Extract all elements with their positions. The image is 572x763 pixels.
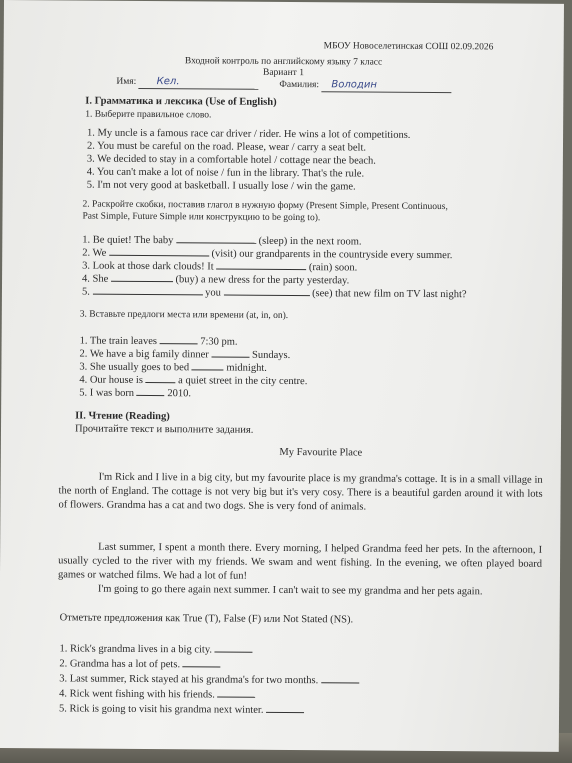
name-field[interactable] bbox=[139, 76, 259, 90]
statement-row bbox=[59, 641, 252, 656]
surname-label: Фамилия: bbox=[279, 79, 320, 91]
statement-text: 2. Grandma has a lot of pets. bbox=[59, 658, 181, 671]
answer-blank[interactable] bbox=[160, 334, 198, 344]
answer-blank[interactable] bbox=[216, 259, 306, 270]
surname-field[interactable] bbox=[321, 79, 451, 93]
item-text: 7:30 pm. bbox=[200, 336, 238, 348]
statement-row bbox=[59, 686, 255, 701]
answer-blank[interactable] bbox=[176, 233, 256, 244]
reading-paragraph: I'm Rick and I live in a big city, but my favourite place is my grandma's cottage. It is in a small village in the north of England. The cottage is not very big but it's very cosy. There is a beautiful garden around it with lots of flowers. Grandma has a cat and two dogs. She is very fond of animals. bbox=[58, 471, 543, 513]
answer-blank[interactable] bbox=[218, 688, 256, 698]
task1-item: 2. You must be careful on the road. Please, wear / carry a seat belt. bbox=[86, 140, 367, 154]
item-text: (buy) a new dress for the party yesterday. bbox=[175, 274, 350, 287]
item-text: (visit) our grandparents in the countryside every summer. bbox=[211, 248, 453, 262]
surname-handwriting: Володин bbox=[331, 79, 377, 91]
answer-blank[interactable] bbox=[223, 286, 309, 297]
reading-paragraph: I'm going to go there again next summer. I can't wait to see my grandma and her pets again. bbox=[97, 583, 483, 598]
reading-title: My Favourite Place bbox=[279, 446, 363, 459]
item-number: 2. bbox=[82, 247, 91, 259]
item-text: Look at those dark clouds! It bbox=[92, 260, 214, 273]
item-text: 5. I was born bbox=[79, 387, 135, 399]
task1-item: 3. We decided to stay in a comfortable hotel / cottage near the beach. bbox=[86, 153, 376, 167]
item-text: 1. The train leaves bbox=[79, 335, 158, 348]
item-text: We bbox=[92, 247, 107, 259]
answer-blank[interactable] bbox=[266, 703, 304, 713]
statement-text: 3. Last summer, Rick stayed at his grandma's for two months. bbox=[59, 673, 319, 687]
section2-instruction: Прочитайте текст и выполните задания. bbox=[74, 423, 254, 436]
answer-blank[interactable] bbox=[92, 285, 202, 296]
variant-label: Вариант 1 bbox=[262, 67, 305, 79]
item-text: 2010. bbox=[167, 388, 191, 400]
item-text: Be quiet! The baby bbox=[92, 234, 174, 247]
statement-text: 5. Rick is going to visit his grandma next winter. bbox=[59, 703, 264, 716]
answer-blank[interactable] bbox=[211, 347, 249, 357]
item-text: Sundays. bbox=[252, 349, 291, 362]
name-label: Имя: bbox=[116, 76, 137, 87]
task2-item bbox=[82, 285, 467, 302]
name-handwriting: Кел. bbox=[156, 76, 180, 88]
task3-instruction: 3. Вставьте предлоги места или времени (at, in, on). bbox=[79, 309, 289, 321]
statement-text: 1. Rick's grandma lives in a big city. bbox=[59, 643, 213, 656]
answer-blank[interactable] bbox=[137, 386, 165, 396]
answer-blank[interactable] bbox=[192, 360, 224, 370]
answer-blank[interactable] bbox=[321, 673, 359, 683]
task1-item: 1. My uncle is a famous race car driver / rider. He wins a lot of competitions. bbox=[87, 127, 411, 141]
task3-item bbox=[79, 386, 191, 401]
item-text: (rain) soon. bbox=[308, 262, 358, 274]
task1-item: 4. You can't make a lot of noise / fun in the library. That's the rule. bbox=[86, 166, 365, 180]
statement-row bbox=[59, 701, 304, 717]
item-text: She bbox=[92, 273, 109, 285]
school-date: МБОУ Новоселетинская СОШ 02.09.2026 bbox=[323, 41, 494, 53]
item-text: you bbox=[205, 287, 221, 299]
reading-paragraph: Last summer, I spent a month there. Every morning, I helped Grandma feed her pets. In the afternoon, I usually cycled to the river with my friends. We swam and went fishing. In the evening, we often played board games or watched films. We had a lot of fun! bbox=[57, 541, 543, 582]
answer-blank[interactable] bbox=[109, 246, 209, 257]
statement-row bbox=[59, 656, 220, 671]
answer-blank[interactable] bbox=[215, 642, 253, 652]
section1-heading: I. Грамматика и лексика (Use of English) bbox=[85, 95, 277, 108]
item-text: 4. Our house is bbox=[79, 374, 143, 386]
statement-text: 4. Rick went fishing with his friends. bbox=[59, 688, 215, 701]
item-number: 4. bbox=[82, 273, 90, 285]
task2-instruction-line2: Past Simple, Future Simple или конструкцию to be going to). bbox=[82, 211, 321, 224]
statement-row bbox=[59, 671, 359, 687]
item-text: 3. She usually goes to bed bbox=[79, 361, 190, 374]
section2-heading: II. Чтение (Reading) bbox=[75, 410, 170, 423]
item-number: 3. bbox=[82, 260, 91, 272]
test-title: Входной контроль по английскому языку 7 класс bbox=[184, 56, 383, 68]
answer-blank[interactable] bbox=[146, 373, 176, 383]
surname-row bbox=[279, 79, 451, 93]
item-text: a quiet street in the city centre. bbox=[178, 375, 308, 388]
item-text: 2. We have a big family dinner bbox=[79, 348, 209, 361]
answer-blank[interactable] bbox=[183, 657, 221, 667]
item-text: (sleep) in the next room. bbox=[258, 235, 362, 248]
item-text: midnight. bbox=[226, 362, 267, 374]
item-text: (see) that new film on TV last night? bbox=[312, 288, 467, 301]
task1-instruction: 1. Выберите правильное слово. bbox=[85, 109, 212, 121]
task2-instruction-line1: 2. Раскройте скобки, поставив глагол в нужную форму (Present Simple, Present Continuous, bbox=[82, 199, 448, 213]
item-number: 5. bbox=[81, 286, 90, 298]
item-number: 1. bbox=[82, 234, 91, 246]
name-row bbox=[116, 76, 258, 90]
answer-blank[interactable] bbox=[111, 272, 173, 282]
tf-instruction: Отметьте предложения как True (T), False (F) или Not Stated (NS). bbox=[59, 612, 354, 626]
task1-item: 5. I'm not very good at basketball. I usually lose / win the game. bbox=[86, 179, 356, 193]
